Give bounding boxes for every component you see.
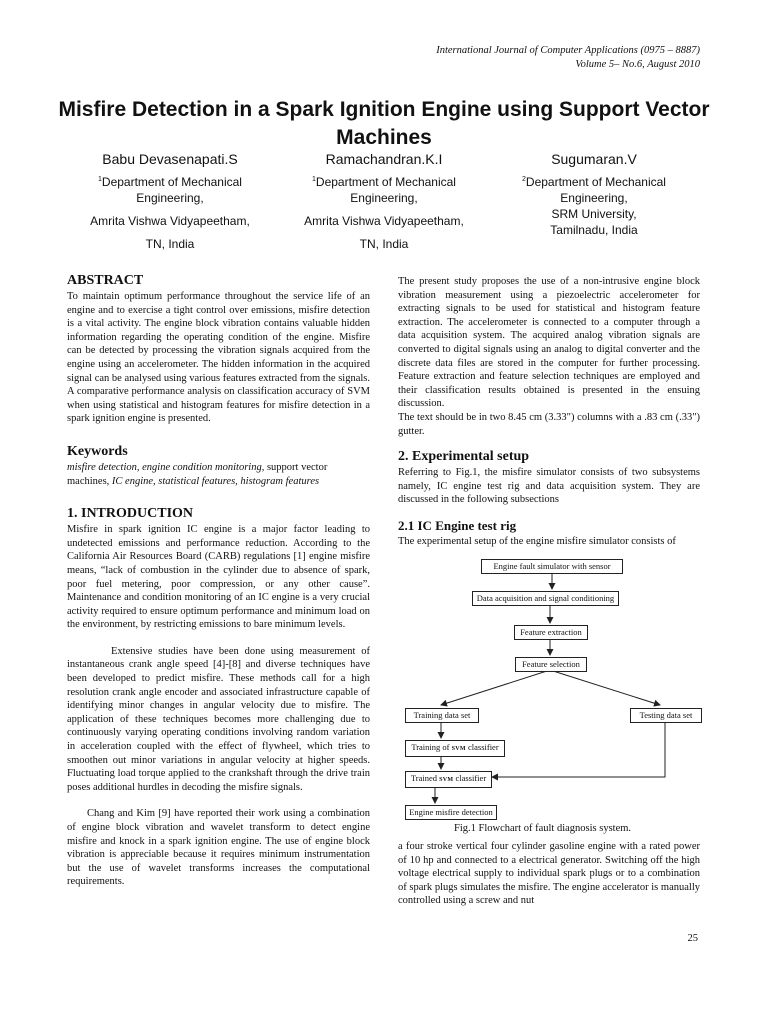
section-2-1-text: The experimental setup of the engine misfire simulator consists of (398, 535, 676, 547)
flowchart-box-simulator: Engine fault simulator with sensor (481, 559, 623, 574)
affiliation-marker: 1 (312, 176, 316, 183)
author-institution: SRM University, (551, 207, 637, 221)
abstract-text: To maintain optimum performance throughout the service life of an engine and to exercise a tight control over emissions, misfire detection is a vital activity. The engine block vibration contains valuable hidden information regarding the operating condition of the engine. Misfire can be detected by processing the vibration signals acquired from the engine using an accelerometer. The hidden information in the acquired signal can be analysed using various features extracted from the signals. A comparative performance analysis on classification accuracy of SVM when using statistical and histogram features for misfire detection in a spark ignition engine is presented. (67, 291, 370, 425)
svm-label: SVM (439, 777, 454, 783)
figure-caption: Fig.1 Flowchart of fault diagnosis system. (454, 823, 632, 834)
box-text: Training of (411, 742, 452, 752)
author-name: Babu Devasenapati.S (102, 151, 238, 167)
keywords-plain: support vector machines, (67, 461, 328, 487)
right-column-bottom (398, 840, 700, 908)
flowchart-box-feature-extraction: Feature extraction (514, 625, 588, 640)
affiliation-marker: 1 (98, 176, 102, 183)
author-institution: Amrita Vishwa Vidyapeetham, (304, 214, 464, 228)
right-paragraph-1: The present study proposes the use of a non-intrusive engine block vibration measurement using a piezoelectric accelerometer for extracting signals to be used for statistical and histogram feature extraction. The accelerometer is connected to a computer through a data acquisition system. The acquired analog vibration signals are converted to digital signals using an analog to digital converter and the discrete data files are stored in the computer for further processing. Feature extraction and feature selection techniques are employed and their classification results obtained is presented in the ensuing discussion. (398, 276, 700, 410)
flowchart-box-training-data: Training data set (405, 708, 479, 723)
author-dept: Department of Mechanical (315, 175, 456, 189)
arrow-test-to-trained (492, 723, 665, 777)
author-dept-cont: Engineering, (560, 191, 628, 205)
flowchart-box-misfire-detection: Engine misfire detection (405, 805, 497, 820)
box-text-2: classifier (453, 773, 487, 783)
arrow-fs-to-train (441, 670, 550, 705)
flowchart-box-feature-selection: Feature selection (515, 657, 587, 672)
arrow-fs-to-test (550, 670, 660, 705)
affiliation-marker: 2 (522, 176, 526, 183)
intro-paragraph-2: Extensive studies have been done using measurement of instantaneous crank angle speed [4]-[8] and diverse techniques have been developed to predict misfire. These methods call for a high resolution crank angle encoder and associated infrastructure capable of identifying minor changes in angular velocity due to misfire. The application of these techniques becomes more challenging due to continuously varying operating conditions involving random variation in acceleration coupled with the effect of flywheel, which tries to smoothen out minor variations in angular velocity at higher speeds. Fluctuating load torque applied to the crankshaft through the drive train poses additional hurdles in decoding the misfire signals. (67, 645, 370, 793)
author-name: Ramachandran.K.I (325, 151, 443, 167)
author-location: TN, India (359, 237, 409, 251)
svm-label: SVM (451, 746, 466, 752)
author-dept-cont: Engineering, (350, 191, 418, 205)
right-paragraph-2: The text should be in two 8.45 cm (3.33") columns with a .83 cm (.33") gutter. (398, 411, 700, 437)
box-text-2: classifier (465, 742, 499, 752)
keywords-heading: Keywords (67, 443, 128, 459)
box-text: Trained (410, 773, 440, 783)
author-location: Tamilnadu, India (550, 223, 638, 237)
keywords-italic-2: IC engine, statistical features, histogram features (111, 475, 320, 487)
section-2-heading: 2. Experimental setup (398, 449, 530, 465)
flowchart-box-testing-data: Testing data set (630, 708, 702, 723)
keywords-italic: misfire detection, engine condition monitoring, (67, 461, 265, 473)
page-number: 25 (687, 933, 698, 944)
author-name: Sugumaran.V (551, 151, 637, 167)
flowchart-box-trained-svm (405, 771, 492, 788)
section-2-text: Referring to Fig.1, the misfire simulator consists of two subsystems namely, IC engine test rig and data acquisition system. They are discussed in the following subsections (398, 467, 700, 506)
journal-name: International Journal of Computer Applications (0975 – 8887) (436, 45, 700, 56)
paper-title: Misfire Detection in a Spark Ignition Engine using Support Vector Machines (58, 98, 710, 149)
after-figure-text: a four stroke vertical four cylinder gasoline engine with a rated power of 10 hp and connected to a electrical generator. Switching off the high voltage electrical supply to individual spark plugs or to a combination of spark plugs simulates the misfire. The engine accelerator is manually controlled using a screw and nut (398, 841, 700, 907)
abstract-heading: ABSTRACT (67, 273, 144, 288)
section-2-1-heading: 2.1 IC Engine test rig (398, 517, 517, 533)
intro-heading: 1. INTRODUCTION (67, 506, 194, 522)
author-location: TN, India (145, 237, 195, 251)
flowchart-box-daq: Data acquisition and signal conditioning (472, 591, 619, 606)
journal-volume: Volume 5– No.6, August 2010 (575, 59, 700, 70)
author-dept: Department of Mechanical (101, 175, 242, 189)
intro-paragraph-3: Chang and Kim [9] have reported their work using a combination of engine block vibration and wavelet transform to detect engine misfire and knock in a spark ignition engine. The use of engine block vibration is appreciable because it requires minimum instrumentation but the use of wavelet transforms increases the computational requirements. (67, 808, 370, 888)
author-dept-cont: Engineering, (136, 191, 204, 205)
intro-paragraph-1: Misfire in spark ignition IC engine is a major factor leading to undetected emissions and performance reduction. According to the California Air Resources Board (CARB) regulations [1] engine misfire means, “lack of combustion in the cylinder due to absence of spark, poor fuel metering, poor compression, or any other cause”. Maintenance and condition monitoring of an IC engine is a very crucial activity required to ensure optimum performance and minimum load on the environment, by restricting emissions to bare minimum levels. (67, 524, 370, 631)
flowchart-box-training-svm (405, 740, 505, 757)
author-institution: Amrita Vishwa Vidyapeetham, (90, 214, 250, 228)
author-dept: Department of Mechanical (525, 175, 666, 189)
